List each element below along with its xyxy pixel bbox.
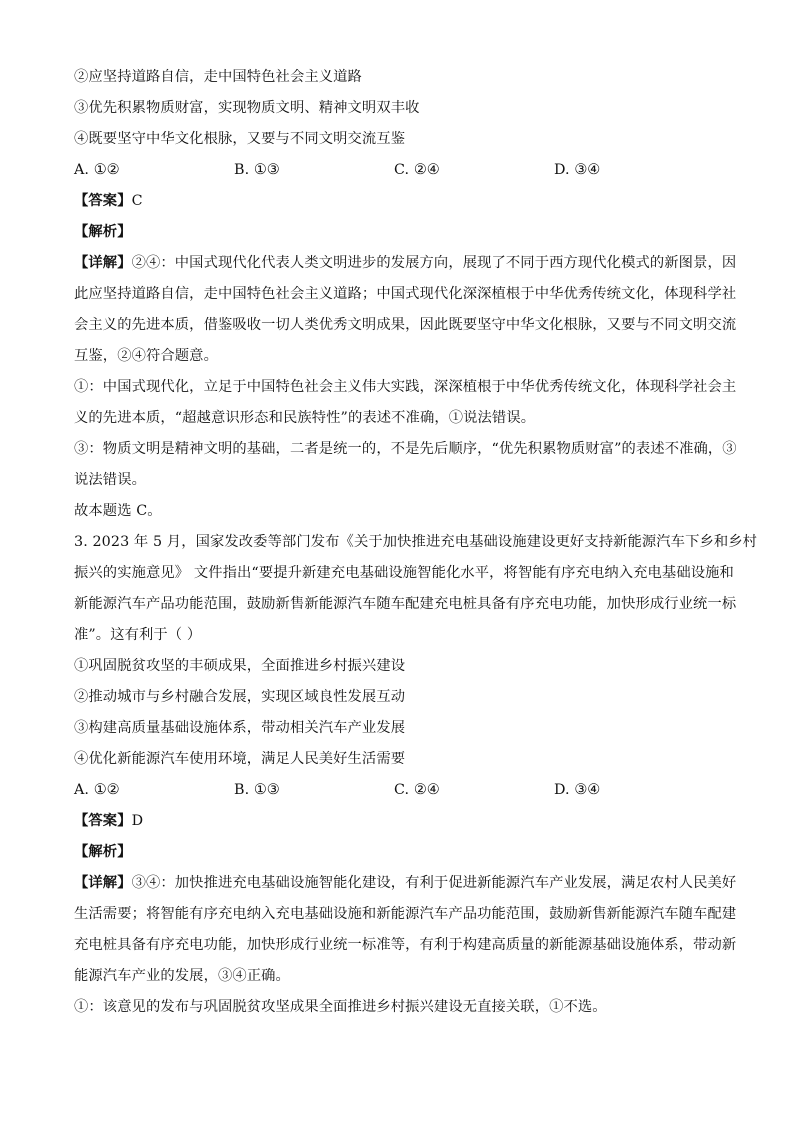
detail-text: 生活需要；将智能有序充电纳入充电基础设施和新能源汽车产品功能范围，鼓励新售新能源汽车随车配建 [74,906,737,922]
option-b: B. ①③ [234,782,280,798]
note-text: 义的先进本质，“超越意识形态和民族特性”的表述不准确，①说法错误。 [74,410,536,426]
analysis-tag: 【解析】 [74,224,132,240]
detail-text: 能源汽车产业的发展，③④正确。 [74,968,290,984]
option-d: D. ③④ [554,162,601,178]
detail-text: 互鉴，②④符合题意。 [74,348,218,364]
note-text: ③：物质文明是精神文明的基础，二者是统一的，不是先后顺序，“优先积累物质财富”的表述不准确，③ [74,441,737,457]
option-d: D. ③④ [554,782,601,798]
answer-tag: 【答案】 [74,813,132,829]
document-page [74,62,758,1023]
note-text: ①：中国式现代化，立足于中国特色社会主义伟大实践，深深植根于中华优秀传统文化，体现科学社会主 [74,379,737,395]
statement-3: ③优先积累物质财富，实现物质文明、精神文明双丰收 [74,100,420,116]
answer-line [74,806,730,837]
option-b: B. ①③ [234,162,280,178]
question-stem: 准”。这有利于（ ） [74,627,202,643]
analysis-tag: 【解析】 [74,844,132,860]
statement-2: ②应坚持道路自信，走中国特色社会主义道路 [74,69,362,85]
statement-2: ②推动城市与乡村融合发展，实现区域良性发展互动 [74,689,406,705]
statement-3: ③构建高质量基础设施体系，带动相关汽车产业发展 [74,720,406,736]
option-a: A. ①② [74,782,120,798]
detail-line [74,248,737,279]
question-stem: 新能源汽车产品功能范围，鼓励新售新能源汽车随车配建充电桩具备有序充电功能，加快形成行业统一标 [74,596,737,612]
option-c: C. ②④ [394,782,440,798]
detail-text: 充电桩具备有序充电功能，加快形成行业统一标准等，有利于构建高质量的新能源基础设施体系，带动新 [74,937,737,953]
note-text: ①：该意见的发布与巩固脱贫攻坚成果全面推进乡村振兴建设无直接关联，①不选。 [74,999,607,1015]
answer-options [74,155,730,186]
detail-line [74,868,737,899]
detail-text: ③④：加快推进充电基础设施智能化建设，有利于促进新能源汽车产业发展，满足农村人民美好 [131,875,737,891]
detail-tag: 【详解】 [74,255,132,271]
answer-value: D [131,813,144,829]
statement-4: ④优化新能源汽车使用环境，满足人民美好生活需要 [74,751,406,767]
detail-text: ②④：中国式现代化代表人类文明进步的发展方向，展现了不同于西方现代化模式的新图景，因 [131,255,737,271]
answer-options [74,775,730,806]
option-a: A. ①② [74,162,120,178]
statement-1: ①巩固脱贫攻坚的丰硕成果，全面推进乡村振兴建设 [74,658,406,674]
detail-tag: 【详解】 [74,875,132,891]
answer-value: C [131,193,143,209]
statement-4: ④既要坚守中华文化根脉，又要与不同文明交流互鉴 [74,131,406,147]
note-text: 说法错误。 [74,472,146,488]
answer-line [74,186,730,217]
detail-text: 会主义的先进本质，借鉴吸收一切人类优秀文明成果，因此既要坚守中华文化根脉，又要与不同文明交流 [74,317,737,333]
option-c: C. ②④ [394,162,440,178]
answer-tag: 【答案】 [74,193,132,209]
detail-text: 此应坚持道路自信，走中国特色社会主义道路；中国式现代化深深植根于中华优秀传统文化，体现科学社 [74,286,737,302]
conclusion: 故本题选 C。 [74,503,162,519]
question-stem: 振兴的实施意见》 文件指出“要提升新建充电基础设施智能化水平，将智能有序充电纳入充电基础设施和 [74,565,734,581]
question-stem: 3. 2023 年 5 月，国家发改委等部门发布《关于加快推进充电基础设施建设更好支持新能源汽车下乡和乡村 [74,534,758,550]
